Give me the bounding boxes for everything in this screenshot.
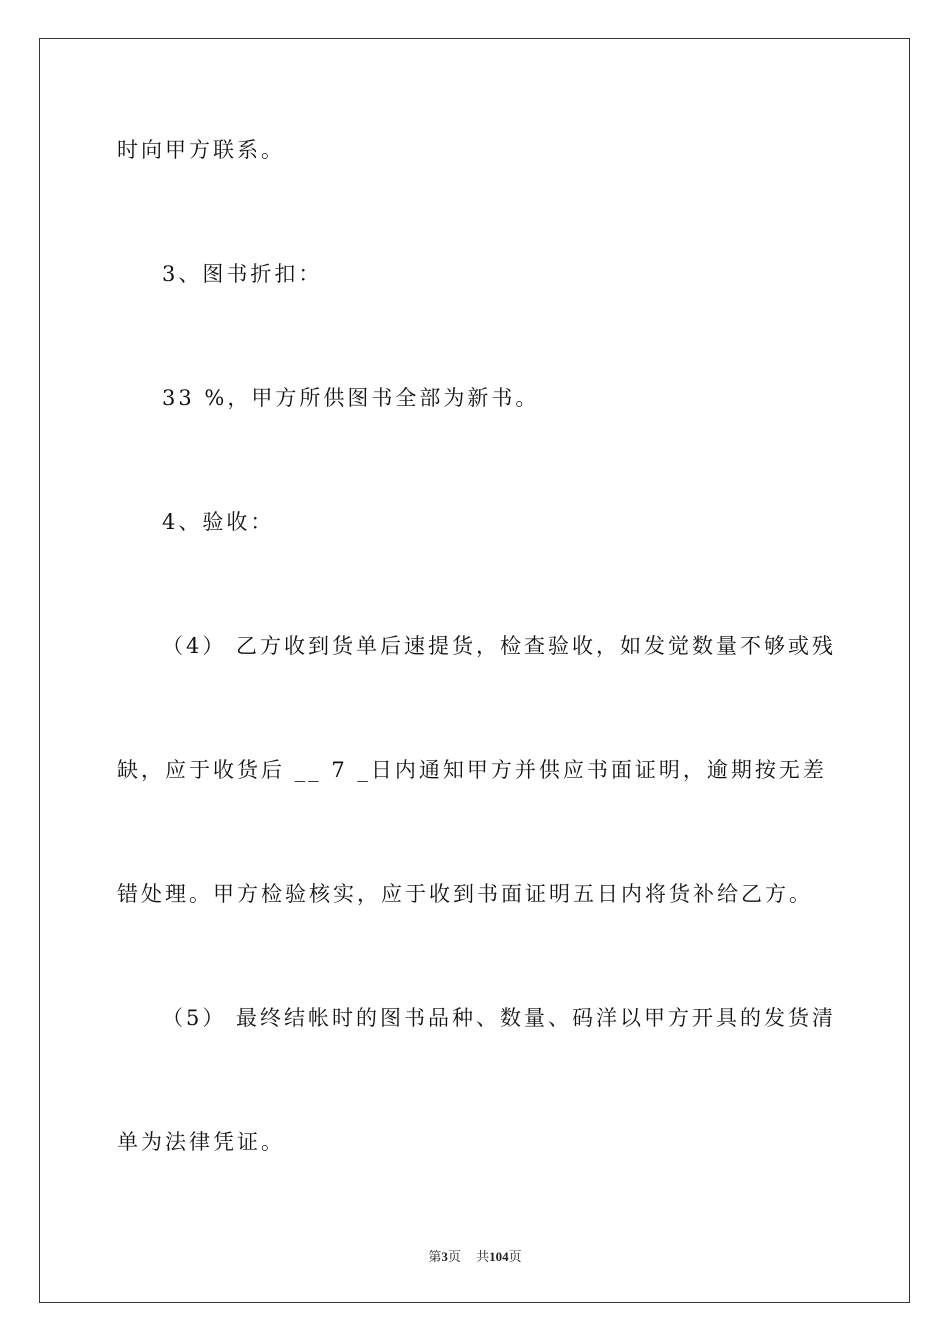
body-line-7: 错处理。甲方检验核实，应于收到书面证明五日内将货补给乙方。 <box>117 882 813 906</box>
total-pages: 104 <box>489 1249 509 1264</box>
page-number: 3 <box>441 1249 448 1264</box>
total-pages-indicator: 共104页 <box>476 1249 522 1264</box>
body-line-6: 缺，应于收货后 __ 7 _日内通知甲方并供应书面证明，逾期按无差 <box>117 758 827 782</box>
page-footer <box>0 1246 950 1265</box>
body-line-3: 33 %，甲方所供图书全部为新书。 <box>162 386 540 410</box>
body-line-1: 时向甲方联系。 <box>117 138 285 162</box>
page-indicator: 第3页 <box>428 1249 461 1264</box>
body-line-9: 单为法律凭证。 <box>117 1130 285 1154</box>
body-line-8: （5） 最终结帐时的图书品种、数量、码洋以甲方开具的发货清 <box>162 1006 837 1030</box>
body-line-2: 3、图书折扣： <box>162 262 323 286</box>
page-border <box>39 38 910 1303</box>
body-line-4: 4、验收： <box>162 510 275 534</box>
body-line-5: （4） 乙方收到货单后速提货，检查验收，如发觉数量不够或残 <box>162 634 837 658</box>
